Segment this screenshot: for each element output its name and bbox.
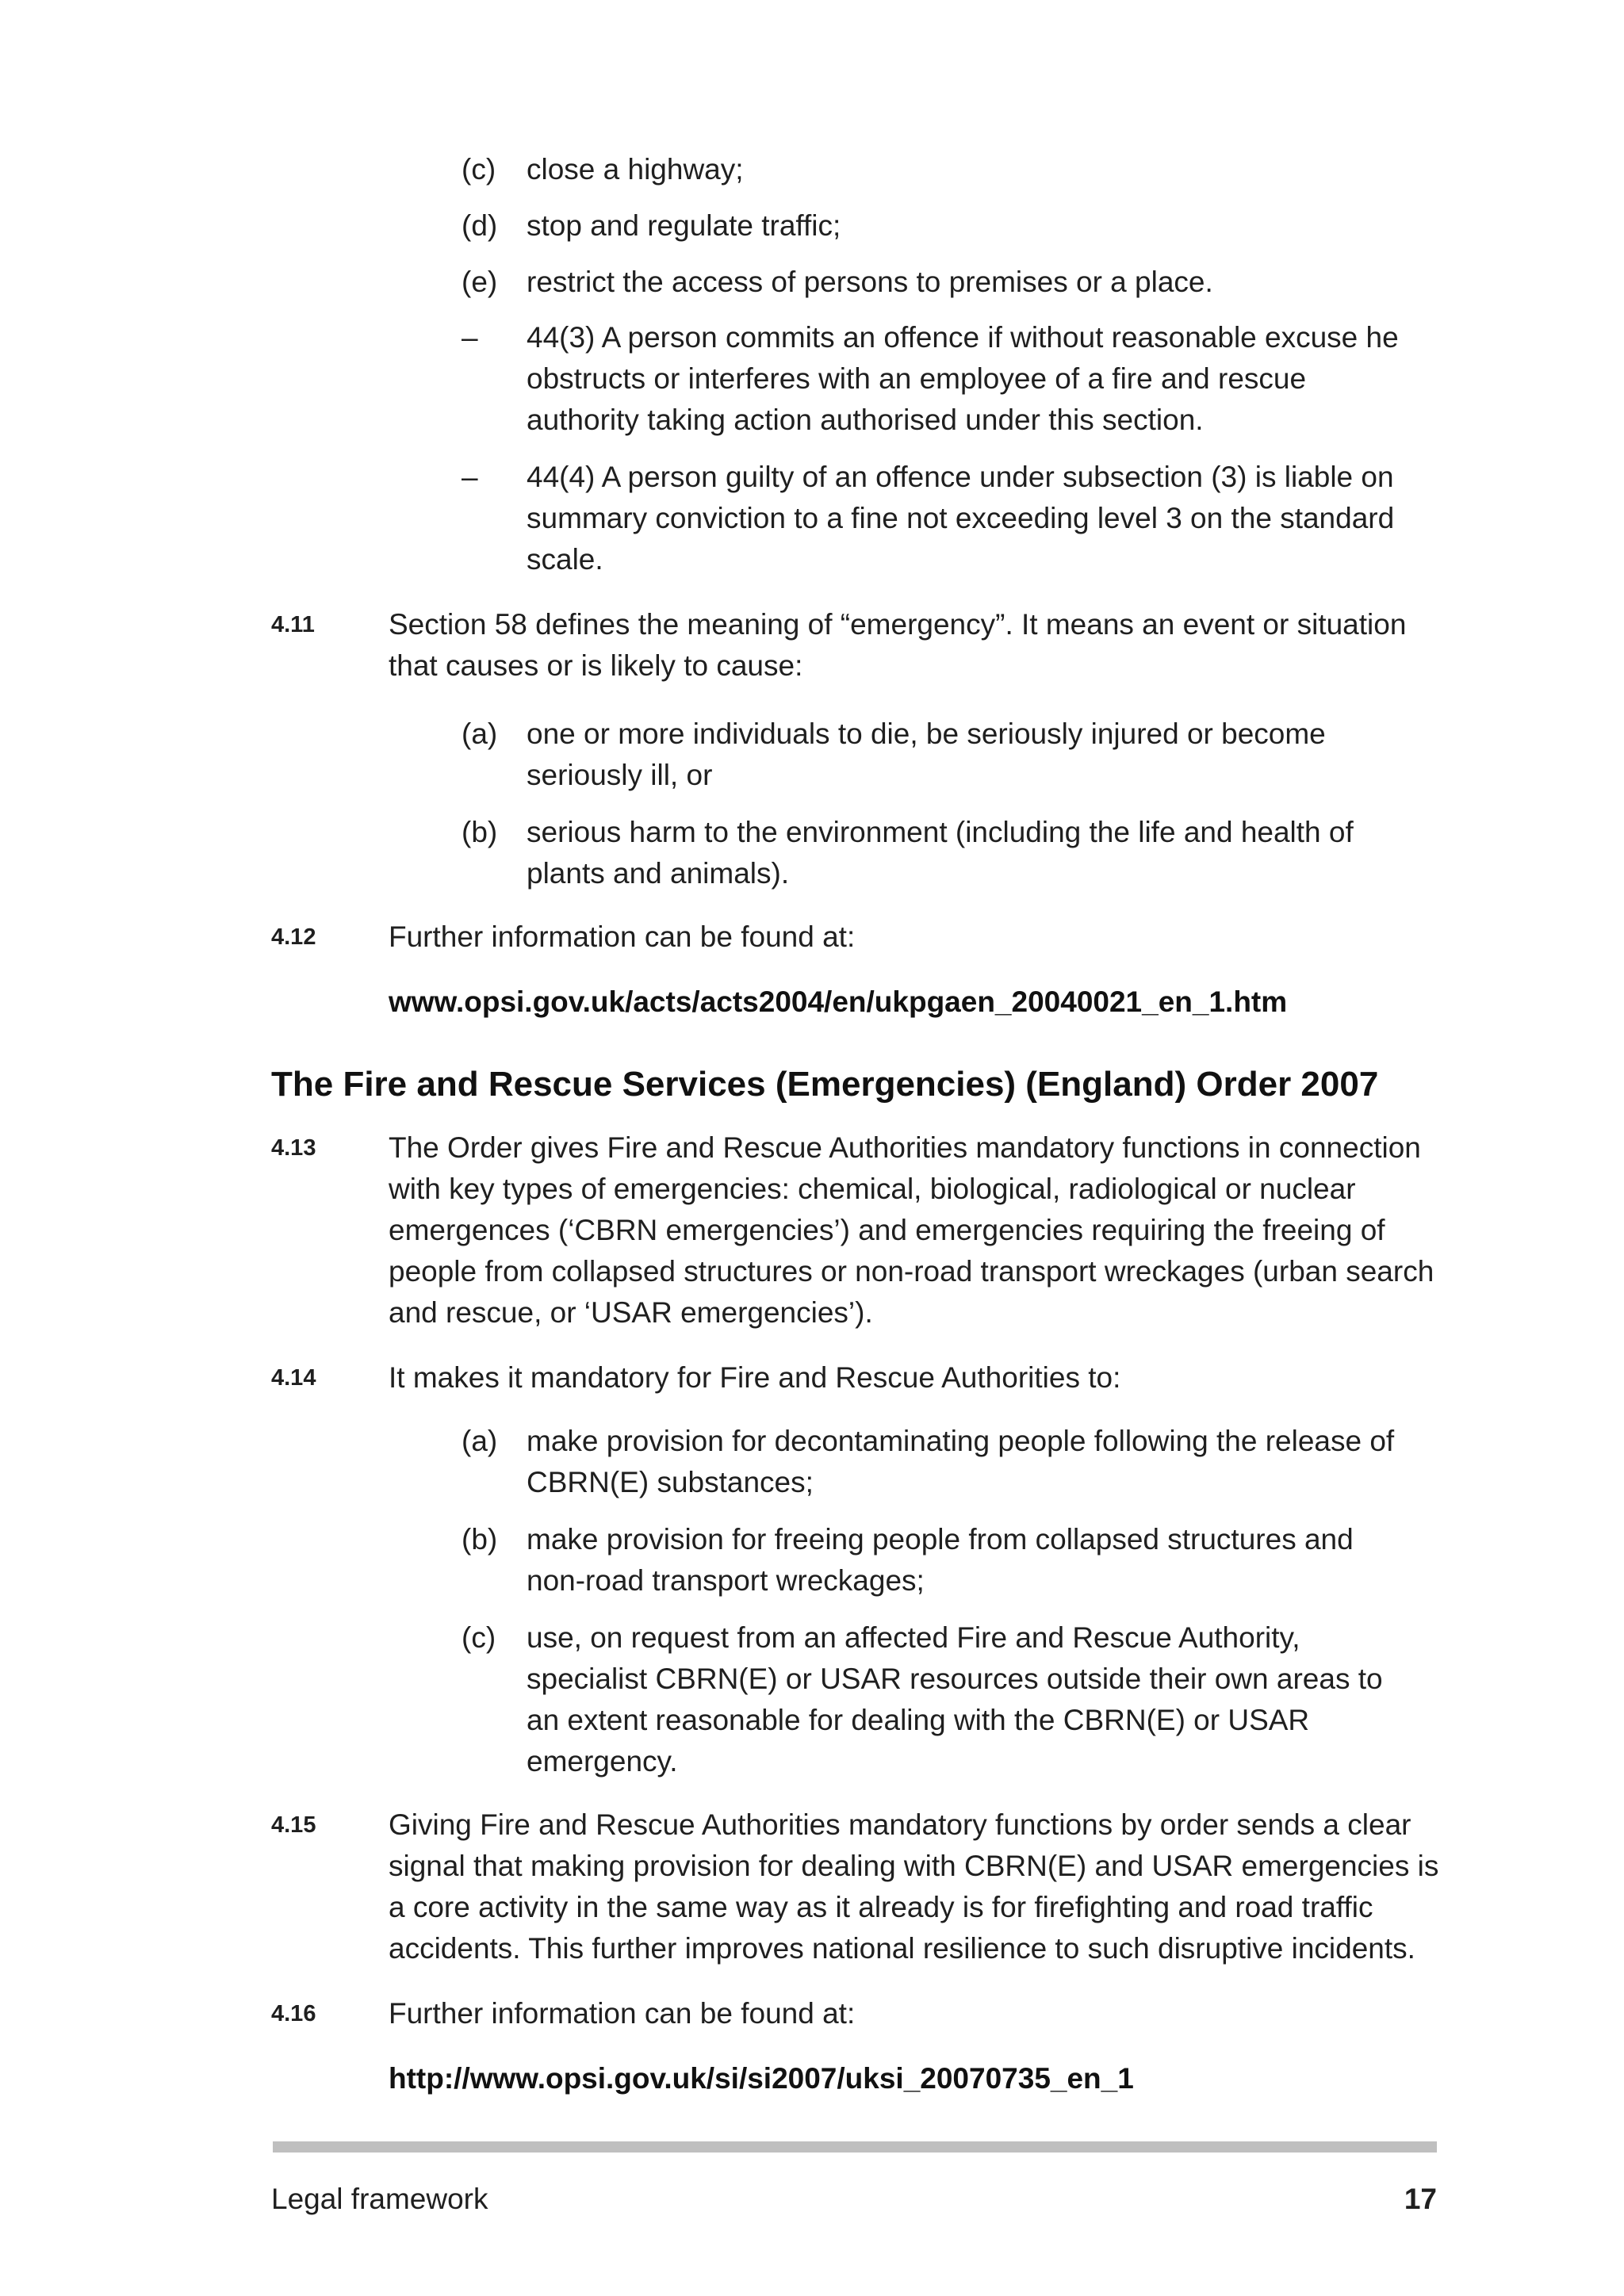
list-item-label: (b) (462, 816, 498, 848)
list-item (462, 317, 1445, 441)
paragraph-number: 4.15 (271, 1812, 316, 1838)
page-number: 17 (1404, 2183, 1437, 2215)
legislation-link[interactable]: http://www.opsi.gov.uk/si/si2007/uksi_20070735_en_1 (389, 2062, 1134, 2095)
paragraph-text: It makes it mandatory for Fire and Rescue Authorities to: (389, 1361, 1121, 1394)
list-item (462, 812, 1445, 894)
paragraph-number: 4.16 (271, 2001, 316, 2026)
list-item (462, 1421, 1445, 1503)
list-item-text: make provision for freeing people from collapsed structures and non-road transport wreckages; (527, 1523, 1354, 1597)
paragraph-4-12 (271, 916, 1445, 958)
paragraph-text: The Order gives Fire and Rescue Authorities mandatory functions in connection with key types of emergencies: chemical, biological, radiological or nuclear emergences (‘CBRN emergencies’) and emergencies requiring the freeing of people from collapsed structures or non-road transport wreckages (urban search and rescue, or ‘USAR emergencies’). (389, 1131, 1434, 1329)
list-item-label: – (462, 321, 478, 354)
list-item (462, 714, 1445, 796)
list-item-text: use, on request from an affected Fire and Rescue Authority, specialist CBRN(E) or USAR resources outside their own areas to an extent reasonable for dealing with the CBRN(E) or USAR emergency. (527, 1621, 1383, 1777)
paragraph-4-15 (271, 1804, 1445, 1969)
paragraph-number: 4.14 (271, 1365, 316, 1391)
list-item-text: restrict the access of persons to premises or a place. (527, 266, 1213, 298)
list-item-label: (c) (462, 153, 496, 186)
paragraph-text: Further information can be found at: (389, 920, 856, 953)
list-item-text: 44(3) A person commits an offence if without reasonable excuse he obstructs or interferes with an employee of a fire and rescue authority taking action authorised under this section. (527, 321, 1399, 436)
list-item (462, 1617, 1445, 1782)
section-heading: The Fire and Rescue Services (Emergencies) (England) Order 2007 (271, 1065, 1379, 1104)
list-item (462, 1519, 1445, 1601)
list-item-label: (e) (462, 266, 498, 298)
paragraph-text: Giving Fire and Rescue Authorities mandatory functions by order sends a clear signal that making provision for dealing with CBRN(E) and USAR emergencies is a core activity in the same way as it already is for firefighting and road traffic accidents. This further improves national resilience to such disruptive incidents. (389, 1808, 1439, 1965)
footer-divider (273, 2141, 1437, 2152)
list-item (462, 205, 1445, 247)
paragraph-4-14 (271, 1357, 1445, 1399)
footer-section-title: Legal framework (271, 2183, 488, 2215)
paragraph-4-16 (271, 1993, 1445, 2034)
paragraph-number: 4.11 (271, 612, 315, 637)
list-item (462, 262, 1445, 303)
list-item-text: make provision for decontaminating people following the release of CBRN(E) substances; (527, 1425, 1395, 1498)
paragraph-number: 4.13 (271, 1135, 316, 1161)
list-item-text: serious harm to the environment (including the life and health of plants and animals). (527, 816, 1354, 890)
list-item-label: (a) (462, 1425, 498, 1457)
paragraph-4-11 (271, 604, 1445, 687)
list-item-label: (a) (462, 718, 498, 750)
paragraph-number: 4.12 (271, 924, 316, 950)
list-item-label: (c) (462, 1621, 496, 1654)
list-item-text: close a highway; (527, 153, 744, 186)
list-item (462, 457, 1445, 580)
list-item-text: one or more individuals to die, be seriously injured or become seriously ill, or (527, 718, 1326, 791)
list-item-label: (b) (462, 1523, 498, 1556)
list-item-label: (d) (462, 209, 498, 242)
paragraph-text: Section 58 defines the meaning of “emergency”. It means an event or situation that causes or is likely to cause: (389, 608, 1407, 682)
list-item-label: – (462, 461, 478, 493)
paragraph-text: Further information can be found at: (389, 1997, 856, 2030)
list-item-text: 44(4) A person guilty of an offence under subsection (3) is liable on summary conviction to a fine not exceeding level 3 on the standard scale. (527, 461, 1395, 576)
list-item-text: stop and regulate traffic; (527, 209, 841, 242)
legislation-link[interactable]: www.opsi.gov.uk/acts/acts2004/en/ukpgaen_20040021_en_1.htm (389, 985, 1288, 1018)
paragraph-4-13 (271, 1127, 1445, 1334)
list-item (462, 149, 1445, 190)
